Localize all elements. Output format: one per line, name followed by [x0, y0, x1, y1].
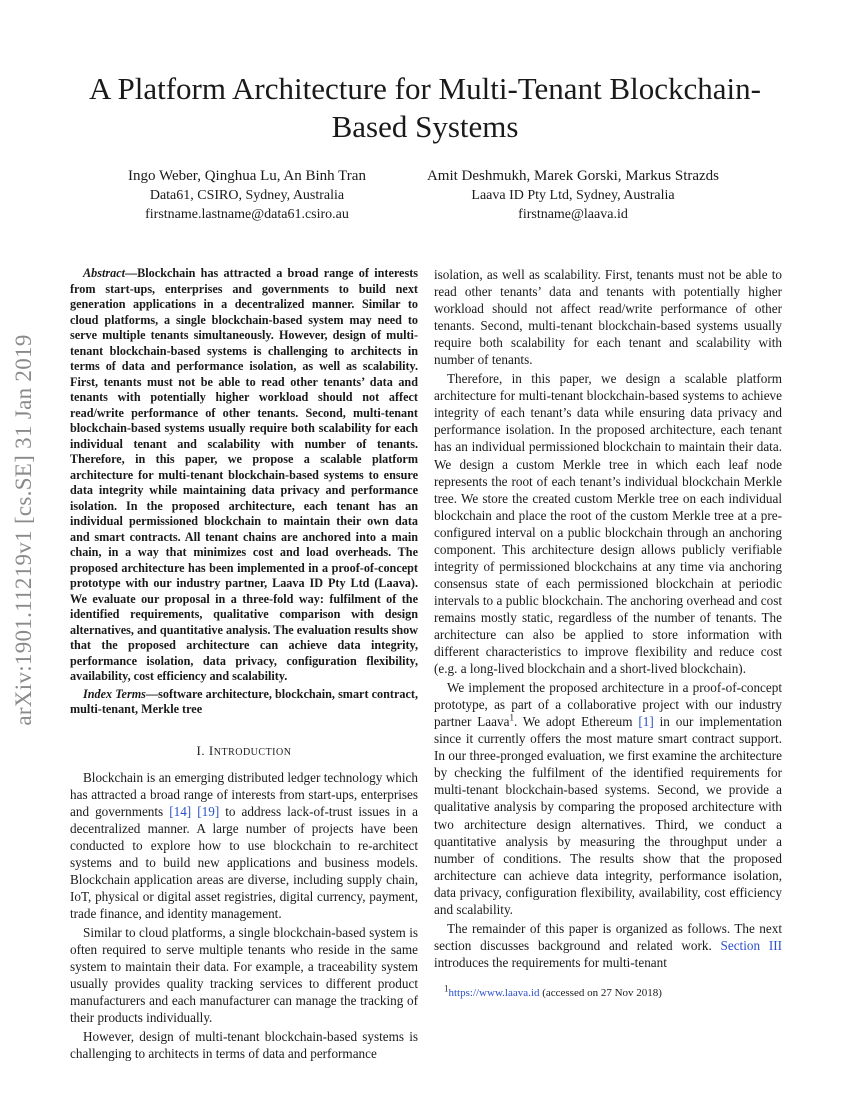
intro-paragraph-5: Therefore, in this paper, we design a scalable platform architecture for multi-tenant blockchain-based systems to achieve integrity of each tenant’s data while ensuring data privacy and performance isolation. In the proposed architecture, each tenant has an individual permissioned blockchain to maintain their data. We design a custom Merkle tree in which each leaf node represents the root of each tenant’s individual blockchain Merkle tree. We store the created custom Merkle tree on each individual blockchain and place the root of the custom Merkle tree at a pre-configured interval on a public blockchain through an anchoring component. This architecture design allows publicly verifiable integrity of permissioned blockchains at any time via anchoring consensus state of each permissioned blockchain at periodic intervals to a public blockchain. The anchoring overhead and cost remains mostly static, regardless of the number of tenants. The architecture can also be applied to store information with different characteristics to improve flexibility and reduce cost (e.g. a long-lived blockchain and a short-lived blockchain).	[434, 371, 782, 677]
right-column	[434, 266, 782, 971]
paragraph-text: We implement the proposed architecture in a proof-of-concept prototype, as part of a collaborative project with our industry partner Laava	[434, 680, 782, 730]
paragraph-text: to address lack-of-trust issues in a decentralized manner. A large number of projects have been conducted to explore how to use blockchain to re-architect systems and to build new applications and business models. Blockchain application areas are diverse, including supply chain, IoT, physical or digital asset registries, digital currency, payment, trade finance, and identity management.	[70, 803, 418, 921]
author-names: Amit Deshmukh, Marek Gorski, Markus Strazds	[426, 168, 720, 184]
paragraph-text: in our implementation since it currently offers the most mature smart contract support. In our three-pronged evaluation, we first examine the architecture by checking the fulfilment of the identified requirements for multi-tenant blockchain-based systems. Second, we provide a qualitative analysis by comparing the proposed architecture with two architecture design alternatives. Third, we conduct a quantitative analysis by measuring the throughput under a number of conditions. The results show that the proposed architecture can achieve data integrity, performance isolation, data privacy, configuration flexibility, availability, cost efficiency and scalability.	[434, 714, 782, 917]
intro-paragraph-6	[434, 679, 782, 918]
paragraph-text: . We adopt Ethereum	[513, 714, 639, 730]
abstract	[70, 266, 418, 685]
section-title-initial: I	[208, 742, 214, 758]
citation-link-14[interactable]: [14]	[169, 803, 192, 819]
section-title-rest: NTRODUCTION	[213, 746, 292, 758]
index-terms-lead: Index Terms	[83, 686, 146, 701]
paragraph-text: The remainder of this paper is organized as follows. The next section discusses background and related work.	[434, 920, 782, 953]
intro-paragraph-2: Similar to cloud platforms, a single blockchain-based system is often required to serve multiple tenants who reside in the same system to maintain their data. For example, a traceability system usually provides quality tracking services to different product manufacturers and each manufacturer can manage the tracking of their products individually.	[70, 924, 418, 1026]
intro-paragraph-7	[434, 920, 782, 971]
author-block-data61	[82, 167, 412, 224]
author-affiliation: Data61, CSIRO, Sydney, Australia	[149, 188, 345, 203]
index-terms-text: —software architecture, blockchain, smart contract, multi-tenant, Merkle tree	[70, 686, 418, 716]
author-affiliation: Laava ID Pty Ltd, Sydney, Australia	[471, 188, 675, 203]
paragraph-text: Blockchain is an emerging distributed ledger technology which has attracted a broad range of interests from start-ups, enterprises and governments	[70, 769, 418, 819]
intro-paragraph-4: isolation, as well as scalability. First, tenants must not be able to read other tenants’ data and tenants with potentially higher workload should not affect read/write performance of other tenants. Second, multi-tenant blockchain-based systems usually require both scalability for each tenant and scalability with number of tenants.	[434, 267, 782, 368]
footnote-marker[interactable]: 1	[509, 712, 514, 723]
section-iii-link[interactable]: Section III	[720, 937, 782, 953]
arxiv-identifier: arXiv:1901.11219v1 [cs.SE] 31 Jan 2019	[11, 334, 36, 726]
author-email: firstname@laava.id	[518, 207, 628, 222]
abstract-text: —Blockchain has attracted a broad range of interests from start-ups, enterprises and governments to build next generation applications in a decentralized manner. Similar to cloud platforms, a single blockchain-based system may need to serve multiple tenants simultaneously. However, design of multi-tenant blockchain-based systems is challenging to architects in terms of data and performance isolation, as well as scalability. First, tenants must not be able to read other tenants’ data and tenants with potentially higher workload should not affect read/write performance of other tenants. Second, multi-tenant blockchain-based systems usually require both scalability for each individual tenant and scalability with number of tenants. Therefore, in this paper, we propose a scalable platform architecture for multi-tenant blockchain-based systems to ensure data integrity while maintaining data privacy and performance isolation. In the proposed architecture, each tenant has an individual permissioned blockchain to maintain their own data and smart contracts. All tenant chains are anchored into a main chain, in a way that minimizes cost and load overheads. The proposed architecture has been implemented in a proof-of-concept prototype with our industry partner, Laava ID Pty Ltd (Laava). We evaluate our proposal in a three-fold way: fulfilment of the identified requirements, qualitative comparison with design alternatives, and quantitative analysis. The evaluation results show that the proposed architecture can achieve data integrity, performance isolation, data privacy, configuration flexibility, availability, cost efficiency and scalability.	[70, 266, 418, 683]
author-email: firstname.lastname@data61.csiro.au	[145, 207, 349, 222]
footnote-note: (accessed on 27 Nov 2018)	[539, 987, 662, 999]
intro-paragraph-3: However, design of multi-tenant blockchain-based systems is challenging to architects in terms of data and performance	[70, 1029, 418, 1062]
citation-link-1[interactable]: [1]	[638, 714, 654, 730]
abstract-lead: Abstract	[83, 266, 125, 280]
author-block-laava	[408, 167, 738, 224]
citation-link-19[interactable]: [19]	[197, 803, 220, 819]
left-column	[70, 266, 418, 1062]
footnote-url-link[interactable]: https://www.laava.id	[448, 987, 540, 999]
footnote-number: 1	[444, 983, 449, 994]
footnote	[444, 983, 662, 1000]
paragraph-text: introduces the requirements for multi-tenant	[434, 954, 667, 970]
index-terms	[70, 687, 418, 718]
arxiv-sidebar-stamp	[4, 270, 44, 790]
paper-title: A Platform Architecture for Multi-Tenant Blockchain-Based Systems	[89, 71, 761, 144]
section-heading-introduction	[70, 742, 418, 761]
intro-paragraph-1	[70, 769, 418, 922]
section-number: I.	[196, 742, 209, 758]
author-names: Ingo Weber, Qinghua Lu, An Binh Tran	[128, 168, 366, 184]
